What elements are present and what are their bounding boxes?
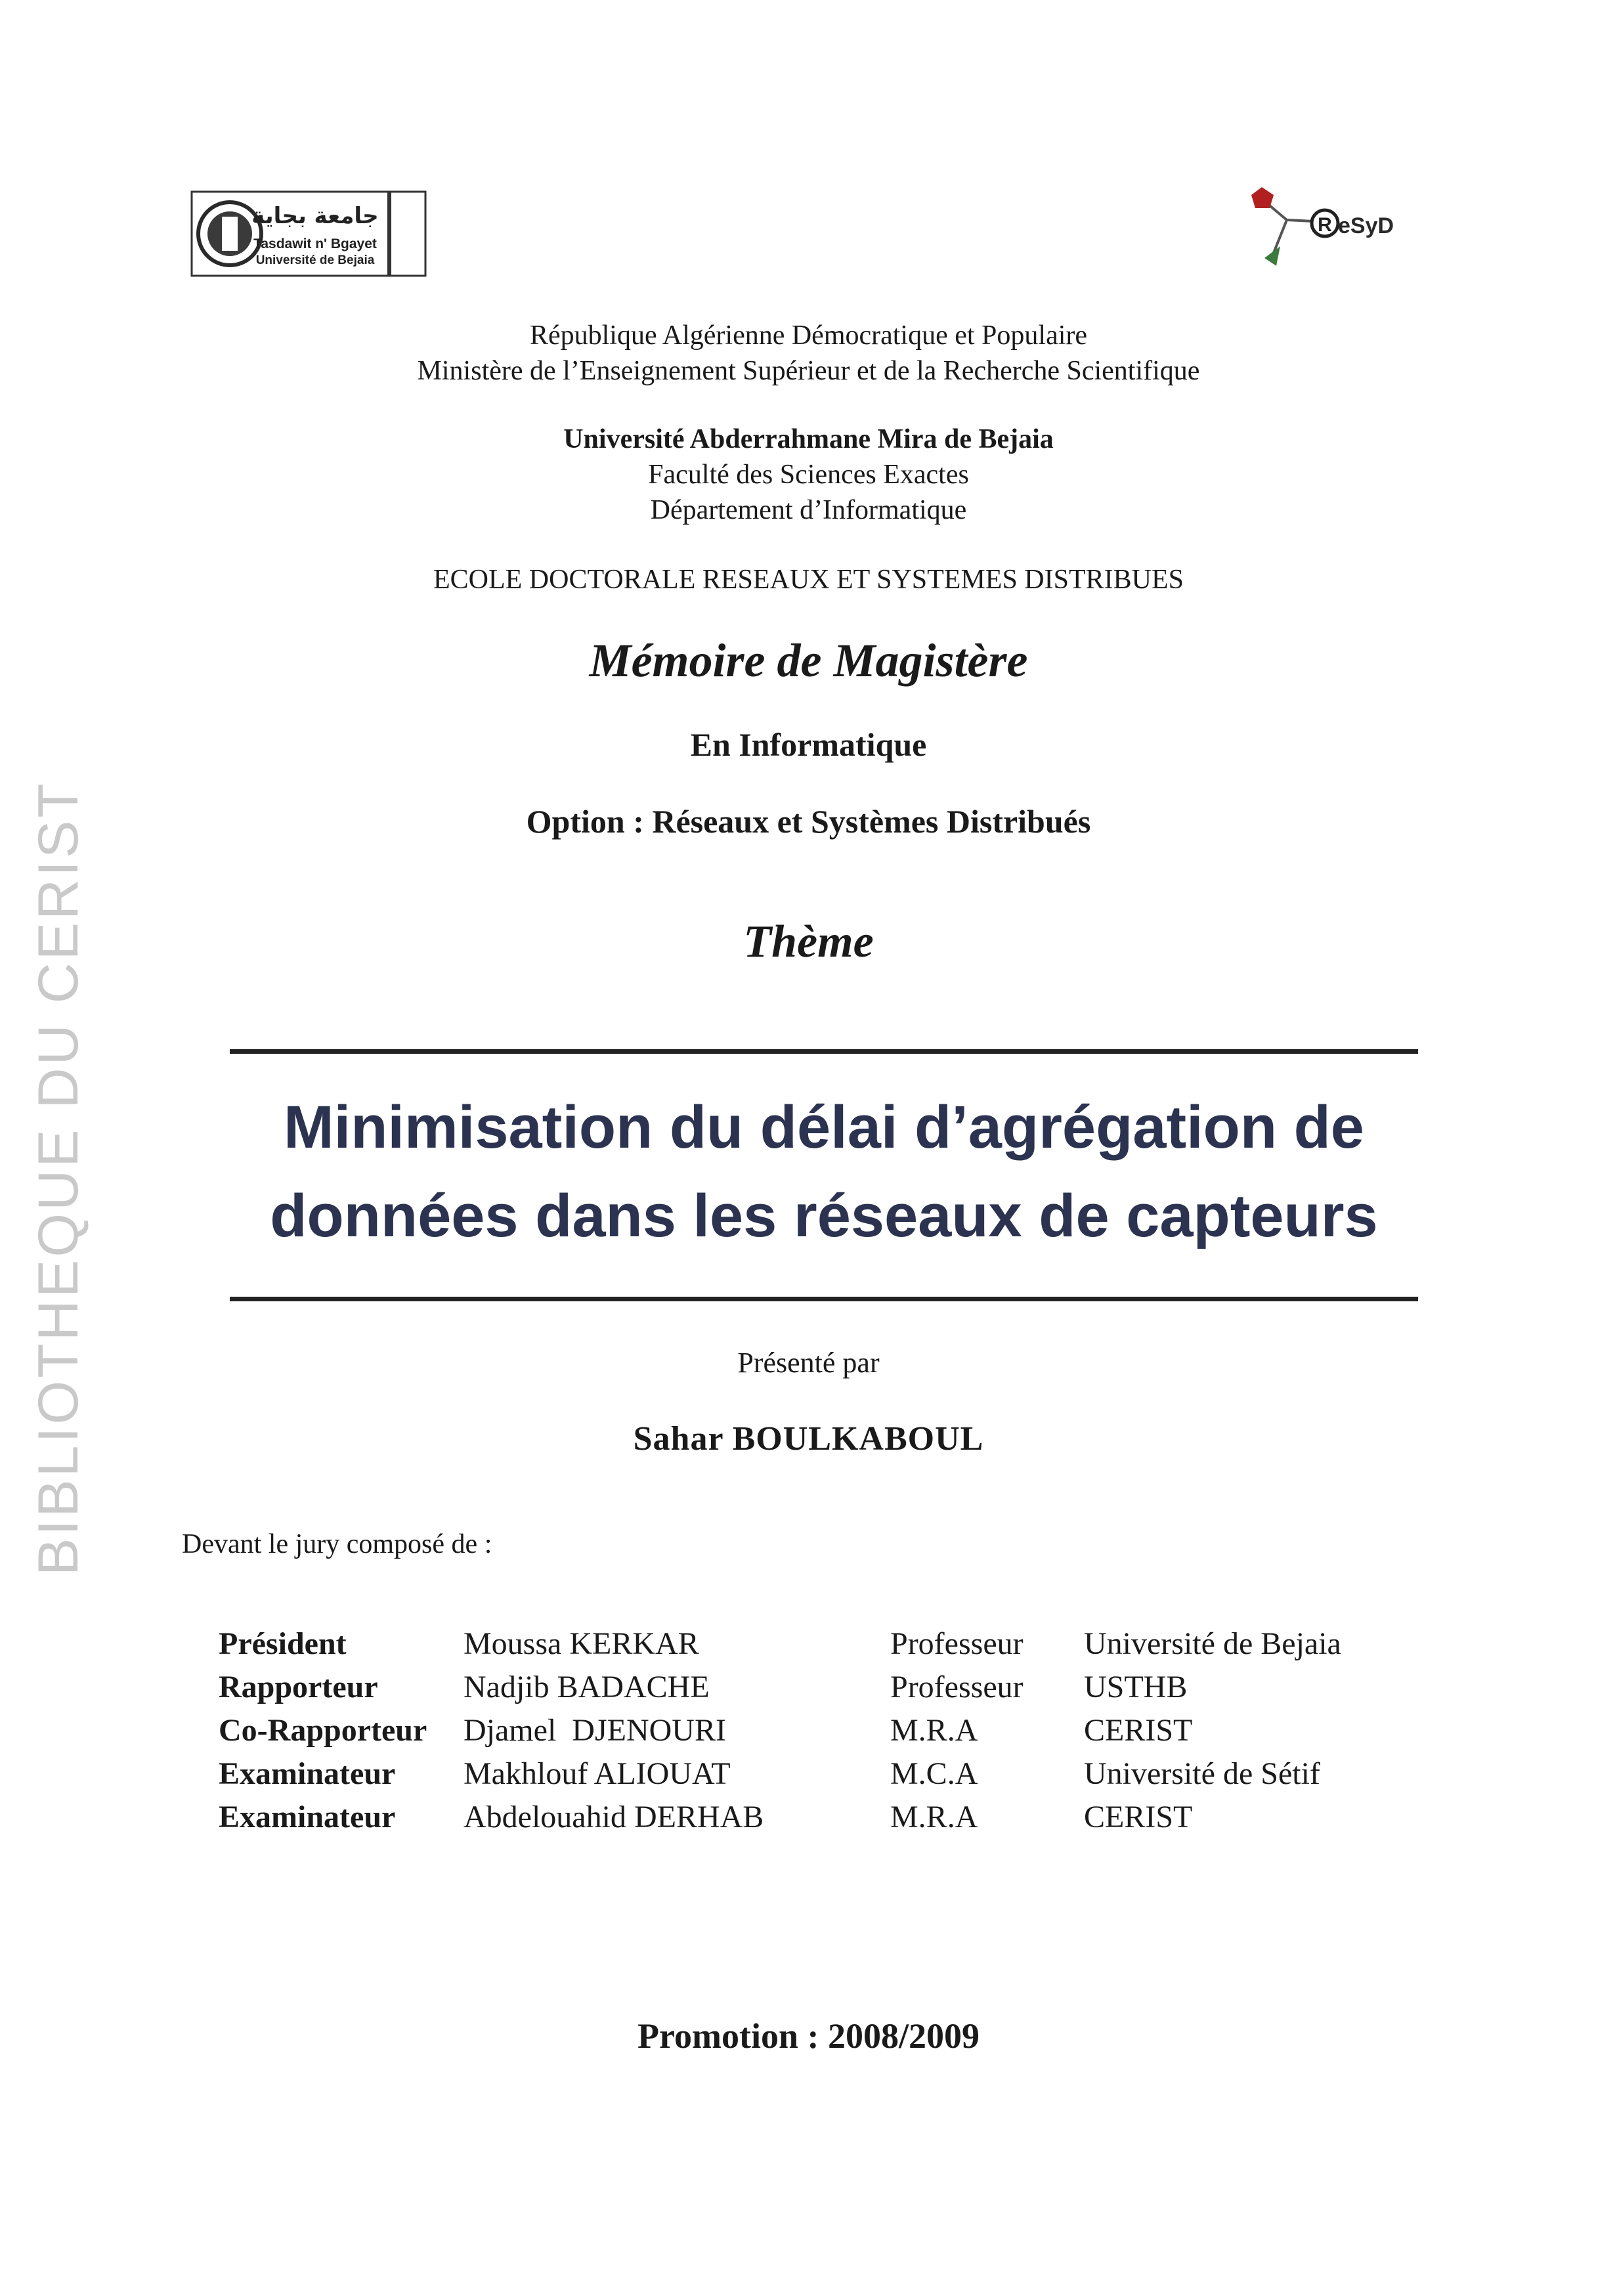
jury-name: Djamel DJENOURI: [464, 1712, 726, 1748]
jury-grade: M.R.A: [890, 1799, 978, 1834]
thesis-title-line-2: données dans les réseaux de capteurs: [270, 1182, 1378, 1249]
jury-role: Examinateur: [219, 1799, 396, 1834]
republic-line: République Algérienne Démocratique et Populaire: [529, 320, 1088, 351]
memoire-heading: Mémoire de Magistère: [589, 634, 1028, 687]
ministry-line: Ministère de l’Enseignement Supérieur et de la Recherche Scientifique: [417, 356, 1200, 386]
university-name: Université Abderrahmane Mira de Bejaia: [563, 424, 1054, 454]
jury-row: [219, 1665, 1412, 1708]
presented-by-label: Présenté par: [737, 1347, 880, 1379]
univ-logo-french: Université de Bejaia: [255, 253, 375, 267]
jury-grade: Professeur: [890, 1626, 1024, 1661]
thesis-title: [230, 1083, 1418, 1261]
jury-row: [219, 1795, 1412, 1838]
jury-name: Makhlouf ALIOUAT: [464, 1756, 731, 1791]
jury-name: Abdelouahid DERHAB: [464, 1799, 764, 1834]
svg-text:R: R: [1318, 214, 1332, 236]
resyd-logo: [1247, 181, 1405, 272]
theme-label: Thème: [743, 917, 874, 967]
jury-institution: CERIST: [1084, 1712, 1193, 1748]
title-bottom-rule: [230, 1297, 1418, 1301]
jury-grade: M.R.A: [890, 1712, 978, 1748]
jury-grade: Professeur: [890, 1669, 1024, 1704]
jury-row: [219, 1708, 1412, 1752]
university-logo: [190, 190, 427, 279]
jury-institution: Université de Bejaia: [1084, 1626, 1341, 1661]
jury-role: Rapporteur: [219, 1669, 378, 1704]
promotion-line: Promotion : 2008/2009: [637, 2016, 980, 2056]
author-name: Sahar BOULKABOUL: [633, 1420, 984, 1458]
jury-intro: Devant le jury composé de :: [182, 1529, 492, 1559]
jury-table: [219, 1622, 1412, 1838]
faculty-name: Faculté des Sciences Exactes: [648, 460, 969, 490]
jury-institution: Université de Sétif: [1084, 1756, 1320, 1791]
univ-logo-kabyle: Tasdawit n' Bgayet: [253, 236, 377, 251]
jury-role: Examinateur: [219, 1756, 396, 1791]
jury-role: Co-Rapporteur: [219, 1712, 427, 1748]
jury-row: [219, 1622, 1412, 1665]
option-line: Option : Réseaux et Systèmes Distribués: [526, 803, 1091, 840]
department-name: Département d’Informatique: [650, 495, 967, 525]
library-watermark: BIBLIOTHEQUE DU CERIST: [27, 781, 90, 1576]
specialty-line: En Informatique: [690, 726, 927, 763]
title-top-rule: [230, 1049, 1418, 1054]
jury-role: Président: [219, 1626, 347, 1661]
jury-name: Nadjib BADACHE: [464, 1669, 710, 1704]
jury-name: Moussa KERKAR: [464, 1626, 699, 1661]
svg-text:eSyD: eSyD: [1338, 213, 1394, 238]
jury-grade: M.C.A: [890, 1756, 978, 1791]
jury-institution: CERIST: [1084, 1799, 1193, 1834]
thesis-title-line-1: Minimisation du délai d’agrégation de: [284, 1094, 1364, 1161]
jury-row: [219, 1752, 1412, 1795]
jury-institution: USTHB: [1084, 1669, 1188, 1704]
doctoral-school: ECOLE DOCTORALE RESEAUX ET SYSTEMES DISTRIBUES: [433, 565, 1184, 595]
univ-logo-arabic: جامعة بجاية: [251, 203, 379, 229]
